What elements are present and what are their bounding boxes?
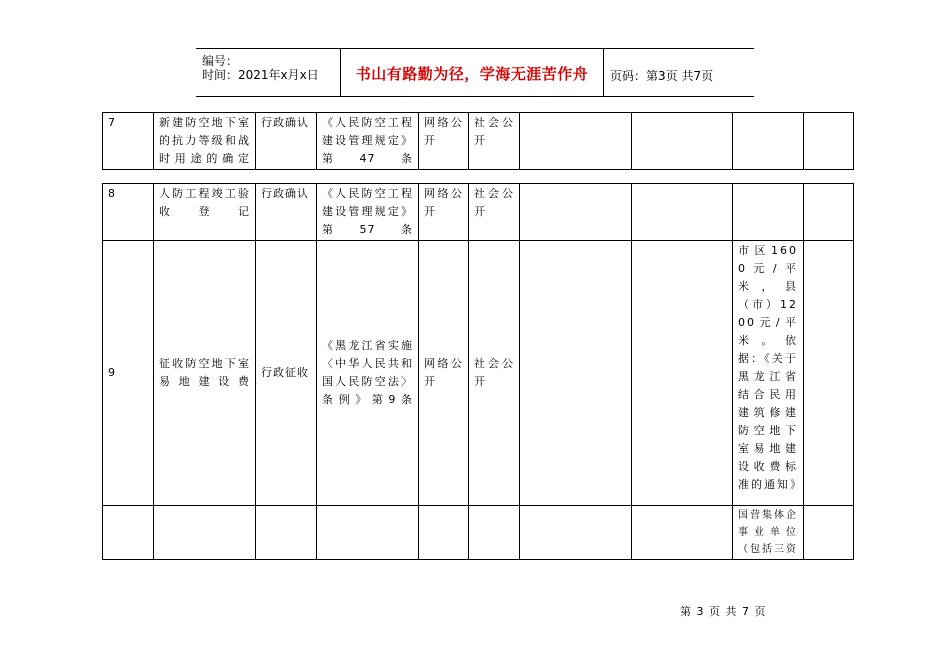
row-number bbox=[103, 506, 154, 560]
header-meta bbox=[196, 49, 341, 96]
table-row bbox=[103, 113, 854, 170]
header-motto-cell bbox=[341, 49, 604, 96]
empty-cell bbox=[632, 113, 733, 170]
empty-cell bbox=[520, 241, 632, 506]
page-code: 页码：第3页 共7页 bbox=[610, 69, 714, 83]
empty-cell bbox=[632, 241, 733, 506]
item-scope: 社会公开 bbox=[469, 113, 520, 170]
empty-cell bbox=[520, 506, 632, 560]
time-label: 时间：2021年x月x日 bbox=[202, 68, 319, 82]
item-scope bbox=[469, 506, 520, 560]
number-label: 编号： bbox=[202, 54, 239, 68]
row-number: 9 bbox=[103, 241, 154, 506]
row-number: 7 bbox=[103, 113, 154, 170]
item-type: 行政确认 bbox=[256, 184, 317, 241]
item-scope: 社会公开 bbox=[469, 241, 520, 506]
item-basis: 《人民防空工程建设管理规定》第47条 bbox=[317, 113, 419, 170]
empty-cell bbox=[804, 184, 854, 241]
item-name: 人防工程竣工验收登记 bbox=[154, 184, 256, 241]
item-note: 国营集体企事业单位（包括三资 bbox=[733, 506, 804, 560]
header-page-cell bbox=[604, 49, 754, 96]
page-footer: 第 3 页 共 7 页 bbox=[680, 605, 767, 618]
item-type: 行政征收 bbox=[256, 241, 317, 506]
row-number: 8 bbox=[103, 184, 154, 241]
table-row bbox=[103, 506, 854, 560]
item-name bbox=[154, 506, 256, 560]
item-note bbox=[733, 184, 804, 241]
empty-cell bbox=[804, 506, 854, 560]
item-name: 征收防空地下室易地建设费 bbox=[154, 241, 256, 506]
item-note bbox=[733, 113, 804, 170]
item-channel: 网络公开 bbox=[419, 241, 469, 506]
item-type: 行政确认 bbox=[256, 113, 317, 170]
empty-cell bbox=[632, 506, 733, 560]
item-channel bbox=[419, 506, 469, 560]
empty-cell bbox=[804, 241, 854, 506]
items-table bbox=[102, 183, 854, 560]
empty-cell bbox=[520, 113, 632, 170]
empty-cell bbox=[520, 184, 632, 241]
item-basis bbox=[317, 506, 419, 560]
item-scope: 社会公开 bbox=[469, 184, 520, 241]
item-note: 市区1600元/平米，县（市）1200元/平米。依据：《关于黑龙江省结合民用建筑修建防空地下室易地建设收费标准的通知》 bbox=[733, 241, 804, 506]
item-type bbox=[256, 506, 317, 560]
items-table-top bbox=[102, 112, 854, 170]
item-channel: 网络公开 bbox=[419, 113, 469, 170]
item-channel: 网络公开 bbox=[419, 184, 469, 241]
page-header bbox=[196, 48, 754, 97]
table-row bbox=[103, 184, 854, 241]
item-basis: 《人民防空工程建设管理规定》第57条 bbox=[317, 184, 419, 241]
motto: 书山有路勤为径，学海无涯苦作舟 bbox=[355, 65, 589, 83]
item-basis: 《黑龙江省实施〈中华人民共和国人民防空法〉条例》第9条 bbox=[317, 241, 419, 506]
empty-cell bbox=[632, 184, 733, 241]
empty-cell bbox=[804, 113, 854, 170]
table-row bbox=[103, 241, 854, 506]
item-name: 新建防空地下室的抗力等级和战时用途的确定 bbox=[154, 113, 256, 170]
